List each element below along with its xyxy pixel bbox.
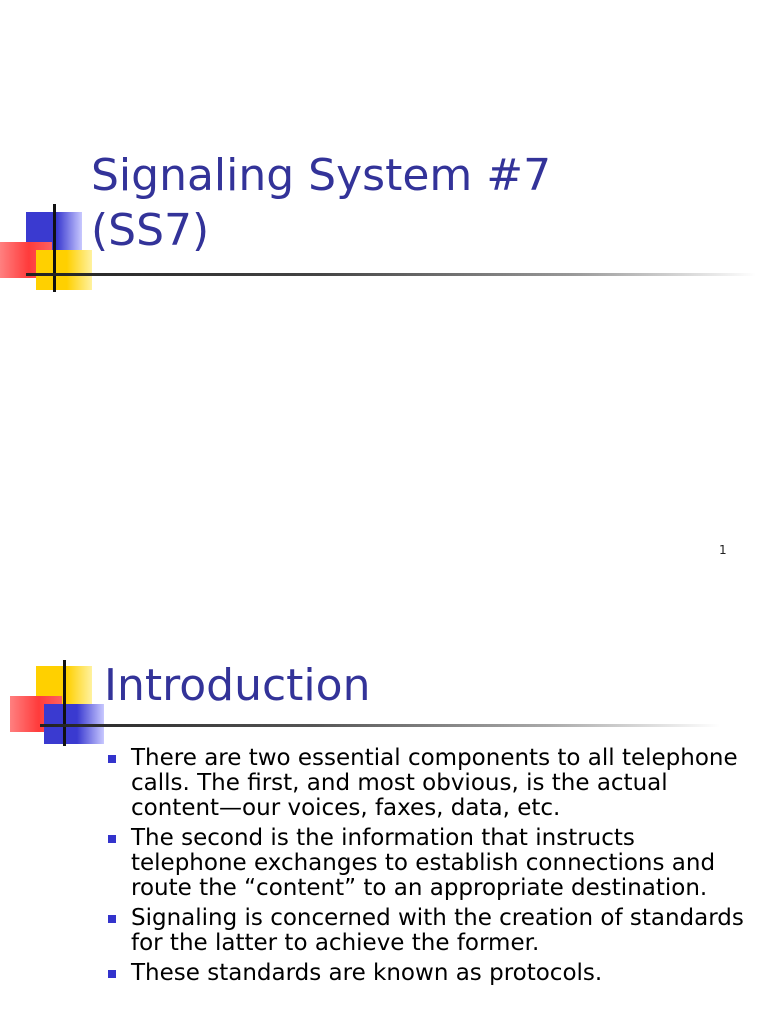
section-title: Introduction <box>104 660 371 711</box>
list-item <box>104 826 754 901</box>
square-bullet-icon <box>108 835 116 843</box>
slide-title <box>91 148 551 258</box>
list-item <box>104 906 754 956</box>
list-item <box>104 961 754 986</box>
bullet-text: There are two essential components to all telephone calls. The first, and most obvious, is the actual content—our voices, faxes, data, etc. <box>131 745 738 821</box>
slide-2 <box>0 612 768 1024</box>
square-bullet-icon <box>108 755 116 763</box>
bullet-text: These standards are known as protocols. <box>131 960 603 986</box>
slide-title-line-2: (SS7) <box>91 205 210 256</box>
bullet-list <box>104 746 754 991</box>
slide-title-line-1: Signaling System #7 <box>91 150 552 201</box>
title-rule <box>40 724 720 727</box>
list-item <box>104 746 754 821</box>
decor-vertical-line <box>63 660 66 746</box>
decor-vertical-line <box>53 204 56 292</box>
square-bullet-icon <box>108 915 116 923</box>
square-bullet-icon <box>108 970 116 978</box>
bullet-text: Signaling is concerned with the creation of standards for the latter to achieve the former. <box>131 905 744 956</box>
title-rule <box>26 273 756 276</box>
bullet-text: The second is the information that instructs telephone exchanges to establish connections and route the “content” to an appropriate destination. <box>131 825 716 901</box>
decor-yellow-square <box>36 250 92 290</box>
page-number: 1 <box>719 543 727 557</box>
